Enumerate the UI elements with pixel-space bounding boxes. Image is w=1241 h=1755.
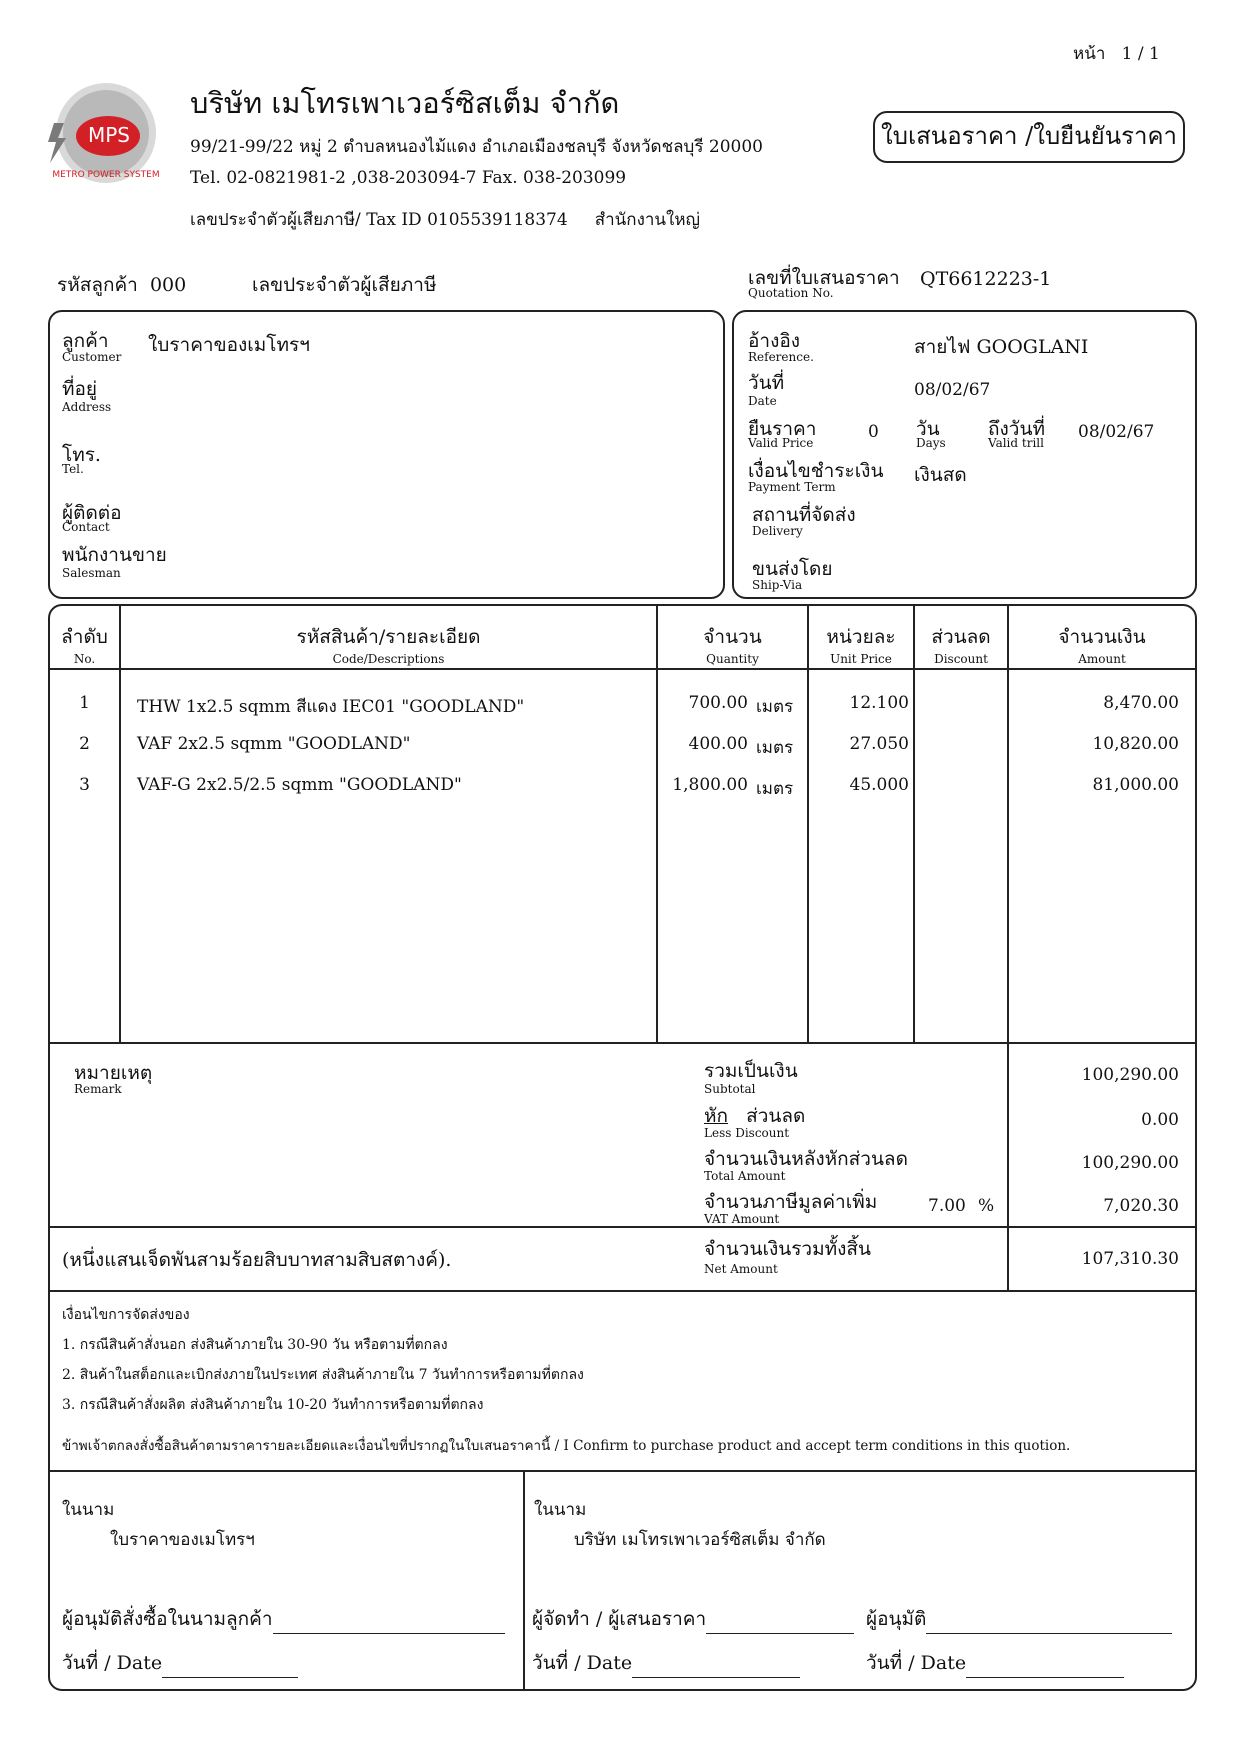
terms-item: 2. สินค้าในสต็อกและเบิกส่งภายในประเทศ ส่งสินค้าภายใน 7 วันทำการหรือตามที่ตกลง [62, 1367, 584, 1383]
signature-divider [48, 1470, 1197, 1472]
date-line [966, 1659, 1124, 1678]
row-desc: VAF 2x2.5 sqmm "GOODLAND" [137, 734, 411, 754]
row-qty: 1,800.00 [672, 775, 748, 795]
vat-label: จำนวนภาษีมูลค่าเพิ่ม [704, 1191, 878, 1213]
reference-box [732, 310, 1197, 599]
totals-divider [48, 1226, 1197, 1228]
delivery-sub: Delivery [752, 524, 803, 538]
tel-label: โทร. [62, 444, 101, 466]
approver-line [866, 1604, 1172, 1634]
left-approver-label: ผู้อนุมัติสั่งซื้อในนามลูกค้า [62, 1608, 273, 1630]
logo-tagline: METRO POWER SYSTEM [52, 170, 160, 180]
discount-value: 0.00 [1141, 1110, 1179, 1130]
customer-taxid-label: เลขประจำตัวผู้เสียภาษี [252, 274, 437, 296]
days-sub: Days [916, 436, 946, 450]
row-amount: 10,820.00 [1092, 734, 1179, 754]
customer-code-label: รหัสลูกค้า [57, 274, 138, 296]
header-no [50, 622, 119, 666]
company-tax-id: เลขประจำตัวผู้เสียภาษี/ Tax ID 0105539118374 [190, 210, 568, 230]
vat-rate: 7.00 [928, 1196, 966, 1216]
reference-label: อ้างอิง [748, 330, 801, 352]
valid-days: 0 [868, 422, 879, 442]
salesman-label: พนักงานขาย [62, 544, 167, 566]
date-line [632, 1659, 800, 1678]
net-sub: Net Amount [704, 1262, 778, 1276]
header-price-th: หน่วยละ [826, 626, 896, 648]
logo-text: MPS [87, 123, 130, 147]
discount-sub: Less Discount [704, 1126, 790, 1140]
col-divider [656, 604, 658, 1042]
ship-sub: Ship-Via [752, 578, 803, 592]
row-no: 3 [79, 775, 90, 795]
date-sub: Date [748, 394, 777, 408]
company-phone: Tel. 02-0821981-2 ,038-203094-7 Fax. 038-203099 [190, 168, 627, 188]
net-divider [48, 1290, 1197, 1292]
header-price-en: Unit Price [830, 652, 892, 666]
total-sub: Total Amount [704, 1169, 786, 1183]
approver-date-label: วันที่ / Date [866, 1652, 967, 1674]
row-qty: 700.00 [688, 693, 748, 713]
company-branch: สำนักงานใหญ่ [594, 210, 701, 230]
header-no-th: ลำดับ [61, 626, 108, 648]
customer-code-value: 000 [149, 274, 187, 296]
signature-line [706, 1615, 854, 1634]
date-line [162, 1659, 298, 1678]
payment-sub: Payment Term [748, 480, 836, 494]
amount-in-words: (หนึ่งแสนเจ็ดพันสามร้อยสิบบาทสามสิบสตางค์). [62, 1249, 452, 1271]
reference-sub: Reference. [748, 350, 814, 364]
approver-label: ผู้อนุมัติ [866, 1608, 927, 1630]
row-price: 12.100 [849, 693, 909, 713]
row-unit: เมตร [756, 738, 794, 758]
vat-value: 7,020.30 [1103, 1196, 1179, 1216]
row-no: 1 [79, 693, 90, 713]
header-no-en: No. [73, 652, 96, 666]
header-desc-en: Code/Descriptions [332, 652, 445, 666]
header-desc [121, 622, 656, 666]
net-value: 107,310.30 [1081, 1249, 1179, 1269]
company-tax-line [190, 206, 700, 233]
confirm-statement: ข้าพเจ้าตกลงสั่งซื้อสินค้าตามราคารายละเอียดและเงื่อนไขที่ปรากฏในใบเสนอราคานี้ / I Confirm to purchase product and accept term conditions in this quotion. [62, 1438, 1071, 1454]
table-header-divider [48, 668, 1197, 670]
page-value: 1 / 1 [1121, 44, 1160, 64]
signature-line [926, 1615, 1172, 1634]
preparer-date-line [532, 1648, 800, 1678]
terms-item: 1. กรณีสินค้าสั่งนอก ส่งสินค้าภายใน 30-90 วัน หรือตามที่ตกลง [62, 1337, 448, 1353]
quotation-no-label: เลขที่ใบเสนอราคา [748, 267, 900, 289]
row-qty: 400.00 [688, 734, 748, 754]
company-name: บริษัท เมโทรเพาเวอร์ซิสเต็ม จำกัด [190, 86, 620, 120]
row-amount: 8,470.00 [1103, 693, 1179, 713]
header-discount [915, 622, 1007, 666]
header-price [809, 622, 913, 666]
right-company-name: บริษัท เมโทรเพาเวอร์ซิสเต็ม จำกัด [574, 1530, 826, 1550]
left-date-label: วันที่ / Date [62, 1652, 163, 1674]
page-label: หน้า [1073, 44, 1106, 64]
right-on-behalf: ในนาม [534, 1500, 587, 1520]
preparer-line [532, 1604, 854, 1634]
header-discount-th: ส่วนลด [931, 626, 991, 648]
header-desc-th: รหัสสินค้า/รายละเอียด [296, 626, 481, 648]
header-amount [1009, 622, 1195, 666]
col-divider [807, 604, 809, 1042]
left-on-behalf: ในนาม [62, 1500, 115, 1520]
terms-item: 3. กรณีสินค้าสั่งผลิต ส่งสินค้าภายใน 10-20 วันทำการหรือตามที่ตกลง [62, 1397, 484, 1413]
date-label: วันที่ [748, 372, 785, 394]
delivery-label: สถานที่จัดส่ง [752, 504, 856, 526]
until-sub: Valid trill [988, 436, 1044, 450]
customer-value: ใบราคาของเมโทรฯ [148, 334, 310, 356]
row-desc: THW 1x2.5 sqmm สีแดง IEC01 "GOODLAND" [137, 697, 525, 717]
header-qty-th: จำนวน [703, 626, 762, 648]
header-qty [658, 622, 807, 666]
approver-date-line [866, 1648, 1124, 1678]
preparer-label: ผู้จัดทำ / ผู้เสนอราคา [532, 1608, 707, 1630]
row-price: 45.000 [849, 775, 909, 795]
table-bottom-divider [48, 1042, 1197, 1044]
reference-value: สายไฟ GOOGLANI [914, 336, 1089, 358]
vat-sub: VAT Amount [704, 1212, 780, 1226]
row-desc: VAF-G 2x2.5/2.5 sqmm "GOODLAND" [137, 775, 462, 795]
contact-sub: Contact [62, 520, 110, 534]
quotation-no-sub: Quotation No. [748, 286, 834, 300]
total-label: จำนวนเงินหลังหักส่วนลด [704, 1148, 908, 1170]
less-label: หัก [704, 1105, 729, 1127]
header-qty-en: Quantity [706, 652, 759, 666]
left-company-name: ใบราคาของเมโทรฯ [110, 1530, 255, 1550]
subtotal-value: 100,290.00 [1081, 1065, 1179, 1085]
net-label: จำนวนเงินรวมทั้งสิ้น [704, 1238, 871, 1260]
preparer-date-label: วันที่ / Date [532, 1652, 633, 1674]
discount-label: ส่วนลด [746, 1105, 806, 1127]
col-divider [913, 604, 915, 1042]
customer-sub: Customer [62, 350, 122, 364]
salesman-sub: Salesman [62, 566, 121, 580]
payment-label: เงื่อนไขชำระเงิน [748, 460, 884, 482]
col-divider [119, 604, 121, 1042]
customer-box [48, 310, 725, 599]
header-amount-en: Amount [1078, 652, 1126, 666]
valid-sub: Valid Price [748, 436, 814, 450]
left-approver-line [62, 1604, 505, 1634]
until-value: 08/02/67 [1078, 422, 1155, 442]
row-unit: เมตร [756, 779, 794, 799]
row-price: 27.050 [849, 734, 909, 754]
company-logo [36, 78, 176, 188]
remark-label: หมายเหตุ [74, 1062, 153, 1084]
remark-sub: Remark [74, 1082, 122, 1096]
tel-sub: Tel. [62, 462, 84, 476]
document-title: ใบเสนอราคา /ใบยืนยันราคา [873, 111, 1185, 163]
header-amount-th: จำนวนเงิน [1058, 626, 1146, 648]
terms-title: เงื่อนไขการจัดส่งของ [62, 1307, 190, 1323]
contact-label: ผู้ติดต่อ [62, 502, 122, 524]
left-date-line [62, 1648, 298, 1678]
customer-code [57, 270, 186, 300]
row-no: 2 [79, 734, 90, 754]
address-label: ที่อยู่ [62, 378, 98, 400]
row-unit: เมตร [756, 697, 794, 717]
ship-label: ขนส่งโดย [752, 558, 833, 580]
payment-value: เงินสด [914, 464, 967, 486]
company-address: 99/21-99/22 หมู่ 2 ตำบลหนองไม้แดง อำเภอเมืองชลบุรี จังหวัดชลบุรี 20000 [190, 137, 763, 157]
subtotal-sub: Subtotal [704, 1082, 756, 1096]
customer-label: ลูกค้า [62, 330, 109, 352]
signature-col-divider [523, 1470, 525, 1691]
subtotal-label: รวมเป็นเงิน [704, 1060, 798, 1082]
signature-line [273, 1615, 505, 1634]
row-amount: 81,000.00 [1092, 775, 1179, 795]
quotation-no-value: QT6612223-1 [920, 268, 1052, 290]
header-discount-en: Discount [934, 652, 988, 666]
total-value: 100,290.00 [1081, 1153, 1179, 1173]
date-value: 08/02/67 [914, 380, 991, 400]
until-label: ถึงวันที่ [988, 418, 1045, 440]
page-number [1073, 40, 1160, 67]
days-label: วัน [916, 418, 940, 440]
address-sub: Address [62, 400, 112, 414]
valid-label: ยืนราคา [748, 418, 817, 440]
vat-percent-sign: % [978, 1196, 995, 1216]
